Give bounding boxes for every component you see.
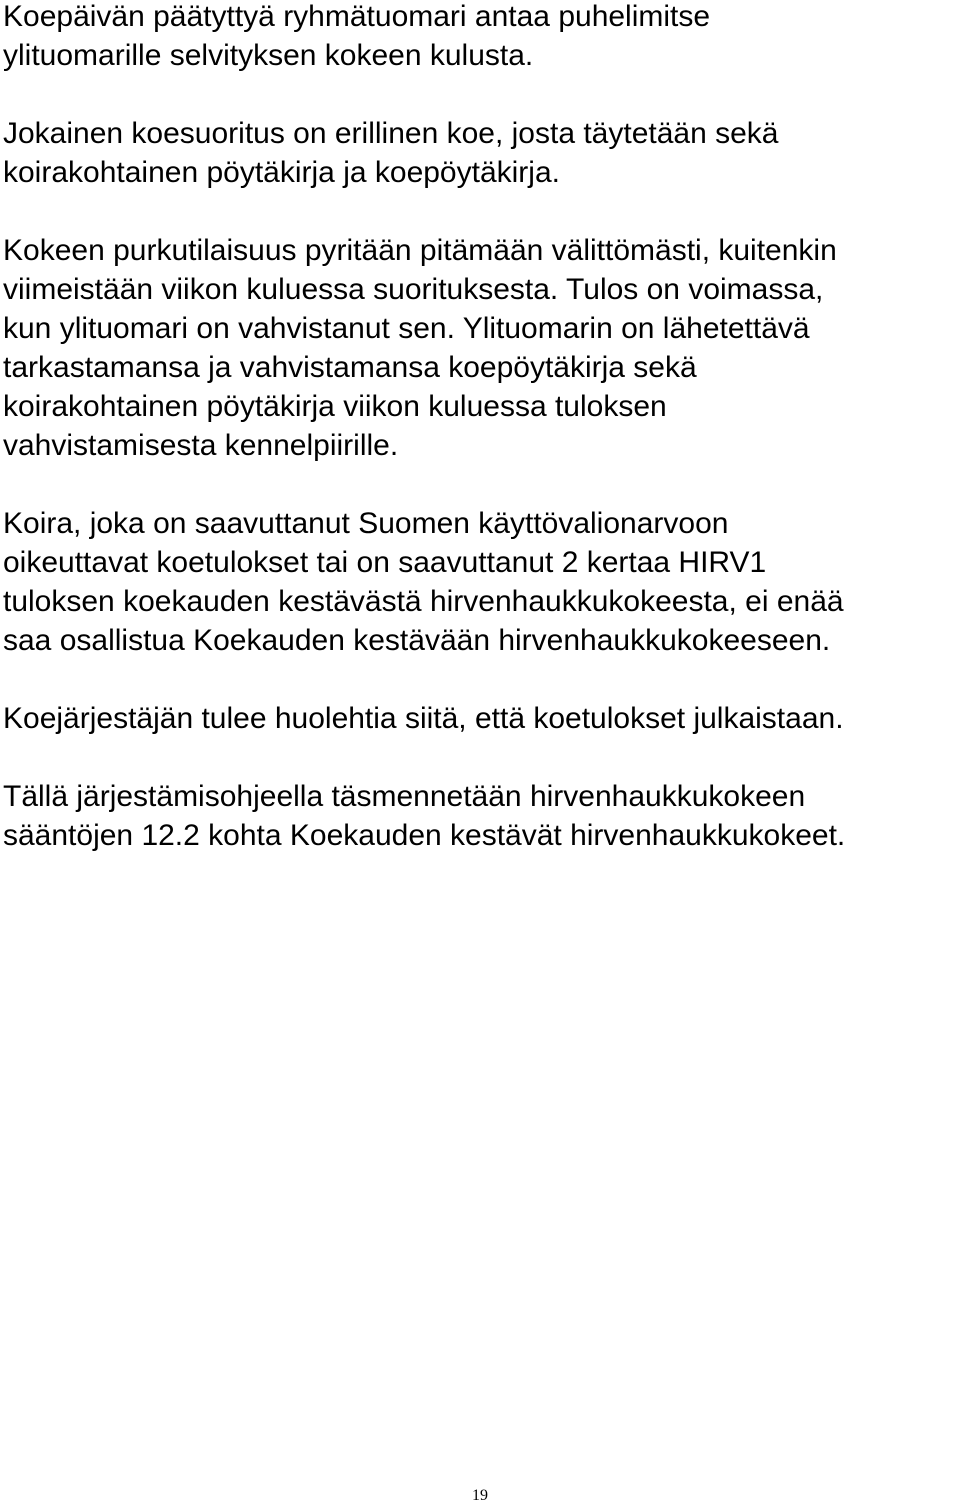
text-line: viimeistään viikon kuluessa suorituksesta. Tulos on voimassa,: [3, 273, 824, 306]
text-line: vahvistamisesta kennelpiirille.: [3, 429, 399, 462]
text-line: oikeuttavat koetulokset tai on saavuttanut 2 kertaa HIRV1: [3, 546, 767, 579]
text-line: tarkastamansa ja vahvistamansa koepöytäkirja sekä: [3, 351, 697, 384]
paragraph-eligibility: [3, 504, 957, 660]
text-line: Koepäivän päätyttyä ryhmätuomari antaa puhelimitse: [3, 0, 711, 33]
text-line: Koira, joka on saavuttanut Suomen käyttövalionarvoon: [3, 507, 729, 540]
text-line: saa osallistua Koekauden kestävään hirvenhaukkukokeeseen.: [3, 624, 831, 657]
text-line: kun ylituomari on vahvistanut sen. Ylituomarin on lähetettävä: [3, 312, 810, 345]
paragraph-rules-clarification: [3, 777, 957, 855]
paragraph-publication: [3, 699, 957, 738]
text-line: koirakohtainen pöytäkirja viikon kuluessa tuloksen: [3, 390, 667, 423]
page-number: 19: [472, 1487, 488, 1504]
text-line: ylituomarille selvityksen kokeen kulusta.: [3, 39, 534, 72]
text-line: Tällä järjestämisohjeella täsmennetään hirvenhaukkukokeen: [3, 780, 806, 813]
document-body: [3, 0, 957, 894]
text-line: Jokainen koesuoritus on erillinen koe, josta täytetään sekä: [3, 117, 779, 150]
text-line: Koejärjestäjän tulee huolehtia siitä, että koetulokset julkaistaan.: [3, 702, 844, 735]
paragraph-result-confirmation: [3, 231, 957, 465]
text-line: Kokeen purkutilaisuus pyritään pitämään välittömästi, kuitenkin: [3, 234, 837, 267]
text-line: sääntöjen 12.2 kohta Koekauden kestävät hirvenhaukkukokeet.: [3, 819, 846, 852]
paragraph-separate-trial: [3, 114, 957, 192]
text-line: tuloksen koekauden kestävästä hirvenhaukkukokeesta, ei enää: [3, 585, 844, 618]
paragraph-call-report: [3, 0, 957, 75]
text-line: koirakohtainen pöytäkirja ja koepöytäkirja.: [3, 156, 560, 189]
